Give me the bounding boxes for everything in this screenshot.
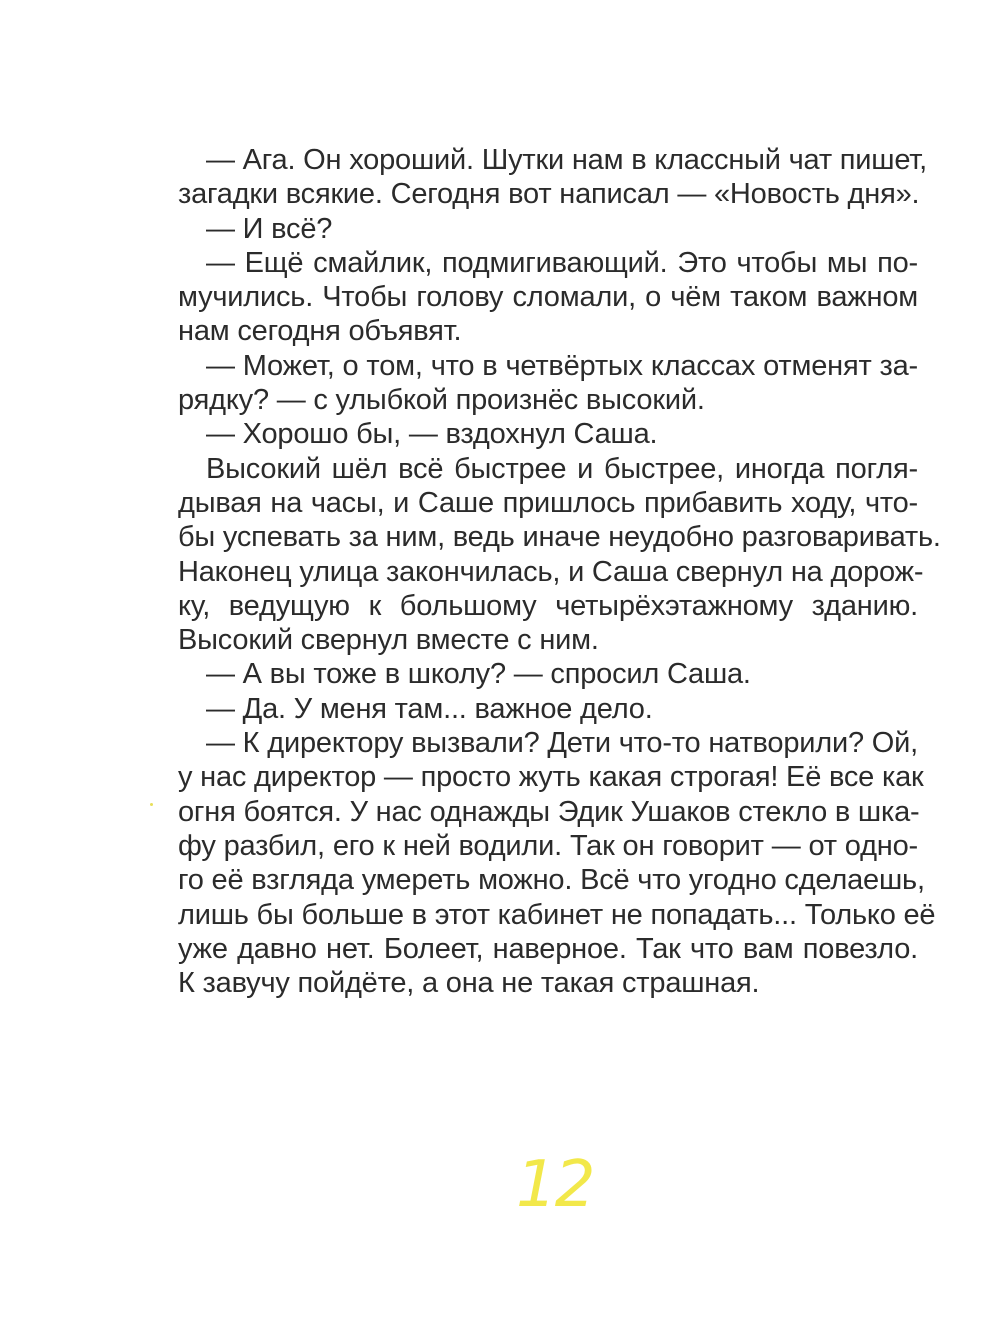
- text-line: огня боятся. У нас однажды Эдик Ушаков стекло в шка-: [178, 795, 920, 828]
- text-line: нам сегодня объявят.: [178, 315, 462, 348]
- text-line: — И всё?: [206, 212, 333, 245]
- text-line: загадки всякие. Сегодня вот написал — «Новость дня».: [178, 178, 920, 211]
- page-number: 12: [516, 1148, 594, 1222]
- text-line: рядку? — с улыбкой произнёс высокий.: [178, 384, 705, 417]
- print-speck: [150, 803, 153, 806]
- text-line: ку, ведущую к большому четырёхэтажному зданию.: [178, 589, 918, 622]
- text-line: лишь бы больше в этот кабинет не попадать... Только её: [178, 898, 936, 931]
- text-line: — Ещё смайлик, подмигивающий. Это чтобы мы по-: [206, 246, 918, 279]
- text-line: фу разбил, его к ней водили. Так он говорит — от одно-: [178, 829, 918, 862]
- text-line: уже давно нет. Болеет, наверное. Так что вам повезло.: [178, 932, 918, 965]
- body-text: [178, 143, 941, 1000]
- text-line: Наконец улица закончилась, и Саша свернул на дорож-: [178, 555, 924, 588]
- text-line: мучились. Чтобы голову сломали, о чём таком важном: [178, 281, 918, 314]
- text-line: дывая на часы, и Саше пришлось прибавить ходу, что-: [178, 486, 918, 519]
- text-line: — А вы тоже в школу? — спросил Саша.: [206, 658, 751, 691]
- text-line: бы успевать за ним, ведь иначе неудобно разговаривать.: [178, 521, 941, 554]
- text-line: у нас директор — просто жуть какая строгая! Её все как: [178, 761, 924, 794]
- text-line: Высокий свернул вместе с ним.: [178, 624, 599, 657]
- text-line: — К директору вызвали? Дети что-то натворили? Ой,: [206, 727, 918, 760]
- text-line: Высокий шёл всё быстрее и быстрее, иногда погля-: [206, 452, 918, 485]
- text-line: го её взгляда умереть можно. Всё что угодно сделаешь,: [178, 864, 925, 897]
- text-line: — Ага. Он хороший. Шутки нам в классный чат пишет,: [206, 144, 928, 176]
- text-line: — Может, о том, что в четвёртых классах отменят за-: [206, 349, 918, 382]
- text-line: — Да. У меня там... важное дело.: [206, 692, 653, 725]
- text-line: К завучу пойдёте, а она не такая страшная.: [178, 967, 760, 1000]
- text-line: — Хорошо бы, — вздохнул Саша.: [206, 418, 658, 451]
